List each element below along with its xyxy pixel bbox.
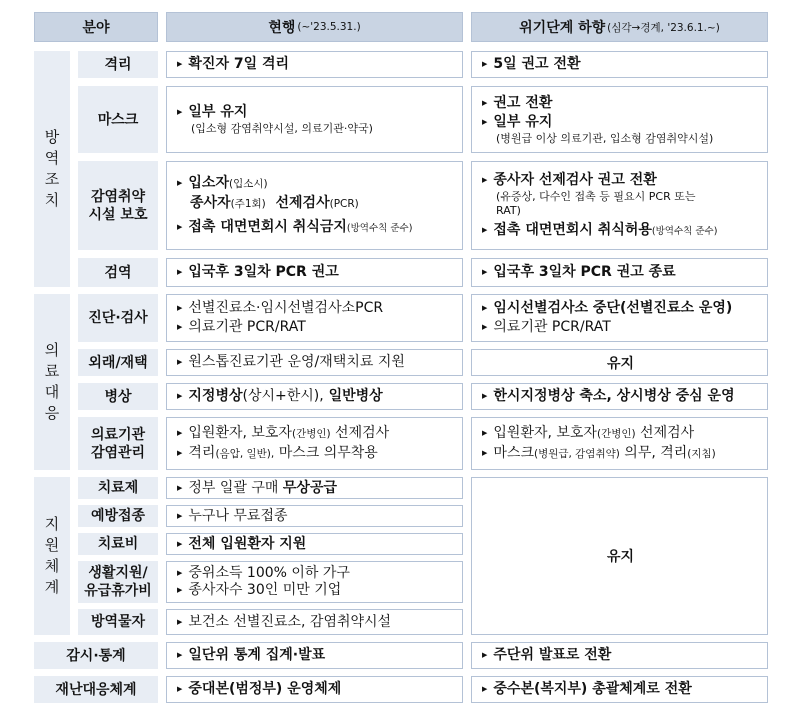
- header-current: [166, 12, 463, 42]
- diagnosis-current-2: 의료기관 PCR/RAT: [188, 319, 306, 335]
- hospital-new-2d: (지침): [687, 447, 716, 460]
- row-facility-label2: 시설 보호: [88, 206, 148, 223]
- beds-current-3: 일반병상: [328, 388, 383, 404]
- row-outpatient-label: 외래/재택: [88, 354, 148, 371]
- row-hospital-infection-new: ▶ 입원환자, 보호자(간병인) 선제검사 ▶ 마스크(병원급, 감염취약) 의무, 격리(지침): [471, 417, 768, 470]
- diagnosis-new-2: 의료기관 PCR/RAT: [493, 319, 611, 335]
- header-lowered: [471, 12, 768, 42]
- row-treatment-cost-name: [78, 533, 158, 555]
- row-disaster-response-current: ▶ 중대본(범정부) 운영체제: [166, 676, 463, 703]
- facility-current-2d: (PCR): [329, 197, 359, 210]
- hospital-current-1c: 선제검사: [335, 424, 390, 441]
- facility-current-2a: 종사자: [190, 194, 231, 211]
- row-surveillance-new: ▶ 주단위 발표로 전환: [471, 642, 768, 669]
- row-outpatient-new: [471, 349, 768, 376]
- row-isolation-new: ▶ 5일 권고 전환: [471, 51, 768, 78]
- facility-current-3a: 접촉 대면면회시 취식금지: [188, 218, 347, 235]
- row-facility-label1: 감염취약: [90, 188, 146, 205]
- row-hospital-infection-name: [78, 417, 158, 470]
- header-lowered-date: (심각→경계, '23.6.1.~): [607, 21, 720, 34]
- mask-current-note: (입소형 감염취약시설, 의료기관·약국): [191, 122, 373, 135]
- row-beds-current: ▶ 지정병상(상시+한시), 일반병상: [166, 383, 463, 410]
- section-support-label: 지원체계: [44, 515, 60, 596]
- hospital-current-2a: 격리: [188, 444, 216, 461]
- surveillance-current-text: 일단위 통계 집계·발표: [188, 647, 326, 663]
- row-beds-label: 병상: [104, 388, 132, 405]
- mask-new-note: (병원급 이상 의료기관, 입소형 감염취약시설): [496, 131, 714, 145]
- row-supplies-label: 방역물자: [90, 614, 146, 630]
- outpatient-current-text: 원스톱진료기관 운영/재택치료 지원: [188, 354, 405, 370]
- quarantine-check-new-text: 입국후 3일차 PCR 권고 종료: [493, 264, 676, 280]
- hospital-current-1a: 입원환자, 보호자: [188, 424, 292, 441]
- facility-current-1b: (입소시): [228, 177, 268, 190]
- row-surveillance-name: [34, 642, 158, 669]
- row-facility-new: ▶ 종사자 선제검사 권고 전환 (유증상, 다수인 접촉 등 필요시 PCR 또는 RAT) ▶ 접촉 대면면회시 취식허용(방역수칙 준수): [471, 161, 768, 250]
- row-disaster-response-name: [34, 676, 158, 703]
- hospital-new-2b: (병원급, 감염취약): [533, 447, 620, 460]
- row-treatment-current: ▶ 정부 일괄 구매 무상공급: [166, 477, 463, 499]
- facility-new-2b: (방역수칙 준수): [651, 225, 718, 237]
- disaster-response-new-text: 중수본(복지부) 총괄체계로 전환: [493, 681, 692, 697]
- row-living-support-current: ▶ 중위소득 100% 이하 가구 ▶ 종사자수 30인 미만 기업: [166, 561, 463, 603]
- row-hospital-infection-label1: 의료기관: [90, 426, 146, 443]
- hospital-new-1c: 선제검사: [640, 424, 695, 441]
- diagnosis-new-1: 임시선별검사소 중단(선별진료소 운영): [493, 300, 733, 316]
- outpatient-new-text: 유지: [606, 355, 635, 372]
- beds-new-text: 한시지정병상 축소, 상시병상 중심 운영: [493, 388, 735, 404]
- row-mask-new: ▶ 권고 전환 ▶ 일부 유지 (병원급 이상 의료기관, 입소형 감염취약시설): [471, 86, 768, 153]
- facility-current-2b: (주1회): [230, 197, 266, 210]
- facility-new-note2: RAT): [496, 203, 521, 217]
- row-beds-name: [78, 383, 158, 410]
- hospital-current-2c: 마스크 의무착용: [278, 444, 378, 461]
- row-treatment-label: 치료제: [97, 480, 139, 496]
- hospital-current-2b: (음압, 일반),: [215, 447, 275, 460]
- row-isolation-current: ▶ 확진자 7일 격리: [166, 51, 463, 78]
- treatment-current-a: 정부 일괄 구매: [188, 479, 279, 496]
- row-mask-name: [78, 86, 158, 153]
- mask-current-text: 일부 유지: [188, 104, 248, 120]
- row-disaster-response-label: 재난대응체계: [55, 681, 137, 698]
- row-living-support-label1: 생활지원/: [88, 565, 148, 581]
- living-support-current-1: 중위소득 100% 이하 가구: [188, 565, 350, 581]
- section-quarantine-label: 방역조치: [44, 128, 60, 209]
- row-mask-current: ▶ 일부 유지 (입소형 감염취약시설, 의료기관·약국): [166, 86, 463, 153]
- hospital-new-2c: 의무, 격리: [624, 444, 688, 461]
- mask-new-text1: 권고 전환: [493, 94, 553, 111]
- isolation-new-text: 5일 권고 전환: [493, 56, 581, 72]
- row-living-support-name: [78, 561, 158, 603]
- row-vaccination-name: [78, 505, 158, 527]
- row-outpatient-name: [78, 349, 158, 376]
- surveillance-new-text: 주단위 발표로 전환: [493, 647, 612, 663]
- row-facility-current: ▶ 입소자(입소시) 종사자(주1회) 선제검사(PCR) ▶ 접촉 대면면회시 취식금지(방역수칙 준수): [166, 161, 463, 250]
- row-isolation-label: 격리: [104, 56, 132, 73]
- row-quarantine-check-new: ▶ 입국후 3일차 PCR 권고 종료: [471, 258, 768, 287]
- section-medical: [34, 294, 70, 470]
- treatment-cost-current-text: 전체 입원환자 지원: [188, 535, 307, 552]
- hospital-new-2a: 마스크: [493, 444, 534, 461]
- section-support: [34, 477, 70, 635]
- mask-new-text2: 일부 유지: [493, 113, 553, 130]
- disaster-response-current-text: 중대본(범정부) 운영체제: [188, 681, 342, 697]
- row-supplies-current: ▶ 보건소 선별진료소, 감염취약시설: [166, 609, 463, 635]
- row-isolation-name: [78, 51, 158, 78]
- row-living-support-label2: 유급휴가비: [84, 583, 152, 599]
- facility-current-2c: 선제검사: [275, 194, 330, 211]
- row-surveillance-label: 감시·통계: [66, 647, 126, 664]
- hospital-new-1a: 입원환자, 보호자: [493, 424, 597, 441]
- row-diagnosis-current: ▶ 선별진료소·임시선별검사소PCR ▶ 의료기관 PCR/RAT: [166, 294, 463, 342]
- row-quarantine-check-current: ▶ 입국후 3일차 PCR 권고: [166, 258, 463, 287]
- row-facility-name: [78, 161, 158, 250]
- beds-current-1: 지정병상: [188, 388, 243, 404]
- header-current-label: 현행: [268, 20, 296, 36]
- row-quarantine-check-name: [78, 258, 158, 287]
- hospital-current-1b: (간병인): [291, 427, 331, 440]
- row-beds-new: ▶ 한시지정병상 축소, 상시병상 중심 운영: [471, 383, 768, 410]
- beds-current-2: (상시+한시),: [242, 388, 324, 404]
- row-outpatient-current: ▶ 원스톱진료기관 운영/재택치료 지원: [166, 349, 463, 376]
- facility-new-note1: (유증상, 다수인 접촉 등 필요시 PCR 또는: [496, 189, 696, 203]
- header-lowered-label: 위기단계 하향: [519, 20, 606, 36]
- row-disaster-response-new: ▶ 중수본(복지부) 총괄체계로 전환: [471, 676, 768, 703]
- facility-new-1: 종사자 선제검사 권고 전환: [493, 171, 657, 188]
- treatment-current-b: 무상공급: [282, 479, 337, 496]
- row-mask-label: 마스크: [97, 111, 139, 128]
- row-diagnosis-new: ▶ 임시선별검사소 중단(선별진료소 운영) ▶ 의료기관 PCR/RAT: [471, 294, 768, 342]
- header-current-date: (~'23.5.31.): [297, 21, 361, 33]
- header-field: [34, 12, 158, 42]
- isolation-current-text: 확진자 7일 격리: [188, 56, 290, 72]
- header-field-label: 분야: [82, 20, 110, 36]
- living-support-current-2: 종사자수 30인 미만 기업: [188, 582, 342, 598]
- supplies-current-text: 보건소 선별진료소, 감염취약시설: [188, 613, 392, 630]
- quarantine-check-current-text: 입국후 3일차 PCR 권고: [188, 264, 339, 280]
- facility-current-1a: 입소자: [188, 174, 229, 191]
- support-new-text: 유지: [606, 549, 635, 565]
- vaccination-current-text: 누구나 무료접종: [188, 507, 288, 524]
- row-treatment-cost-current: ▶ 전체 입원환자 지원: [166, 533, 463, 555]
- row-vaccination-current: ▶ 누구나 무료접종: [166, 505, 463, 527]
- row-surveillance-current: ▶ 일단위 통계 집계·발표: [166, 642, 463, 669]
- row-hospital-infection-current: ▶ 입원환자, 보호자(간병인) 선제검사 ▶ 격리(음압, 일반), 마스크 의무착용: [166, 417, 463, 470]
- row-quarantine-check-label: 검역: [104, 264, 132, 281]
- row-supplies-name: [78, 609, 158, 635]
- row-treatment-cost-label: 치료비: [97, 536, 139, 552]
- section-quarantine: [34, 51, 70, 287]
- facility-current-3b: (방역수칙 준수): [346, 222, 413, 234]
- row-diagnosis-name: [78, 294, 158, 342]
- row-hospital-infection-label2: 감염관리: [90, 444, 146, 461]
- hospital-new-1b: (간병인): [596, 427, 636, 440]
- row-diagnosis-label: 진단·검사: [88, 310, 148, 326]
- row-treatment-name: [78, 477, 158, 499]
- section-medical-label: 의료대응: [44, 341, 60, 422]
- row-vaccination-label: 예방접종: [90, 508, 146, 524]
- support-new-merged: [471, 477, 768, 635]
- facility-new-2a: 접촉 대면면회시 취식허용: [493, 221, 652, 238]
- diagnosis-current-1: 선별진료소·임시선별검사소PCR: [188, 300, 384, 316]
